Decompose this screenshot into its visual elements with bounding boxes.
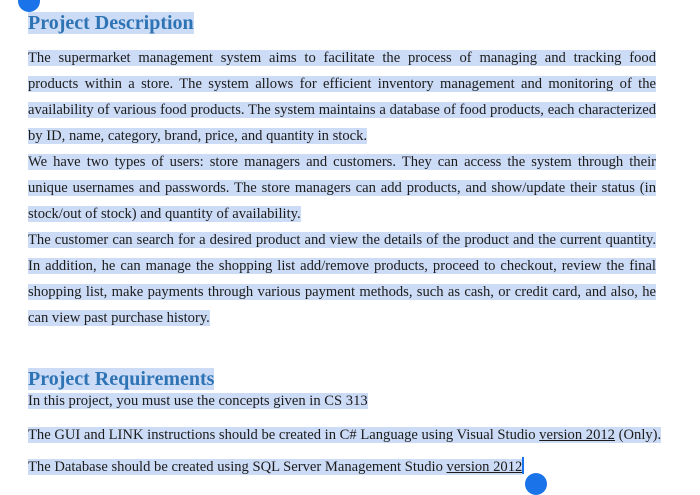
- selection-end-handle[interactable]: [525, 473, 547, 495]
- text-cursor: [522, 457, 524, 474]
- description-paragraph-2: We have two types of users: store managers and customers. They can access the system through their unique usernames and passwords. The store managers can add products, and show/update their status (in stock/out of stock) and quantity of availability.: [28, 154, 656, 222]
- project-description-heading: Project Description: [28, 12, 194, 34]
- requirement-line-1: In this project, you must use the concepts given in CS 313: [28, 393, 368, 409]
- version-link-sql[interactable]: version 2012: [446, 459, 523, 475]
- project-requirements-heading: Project Requirements: [28, 368, 215, 390]
- description-paragraph-1: The supermarket management system aims to facilitate the process of managing and tracking food products within a store. The system allows for efficient inventory management and monitoring of the availability of various food products. The system maintains a database of food products, each characterized by ID, name, category, brand, price, and quantity in stock.: [28, 50, 656, 144]
- description-paragraph-3: The customer can search for a desired product and view the details of the product and the current quantity. In addition, he can manage the shopping list add/remove products, proceed to checkout, review the final shopping list, make payments through various payment methods, such as cash, or credit card, and also, he can view past purchase history.: [28, 232, 656, 326]
- requirement-line-3: The Database should be created using SQL Server Management Studio version 2012: [28, 459, 523, 475]
- version-link-vs[interactable]: version 2012: [539, 427, 615, 443]
- requirement-line-2: The GUI and LINK instructions should be created in C# Language using Visual Studio version 2012 (Only).: [28, 427, 662, 443]
